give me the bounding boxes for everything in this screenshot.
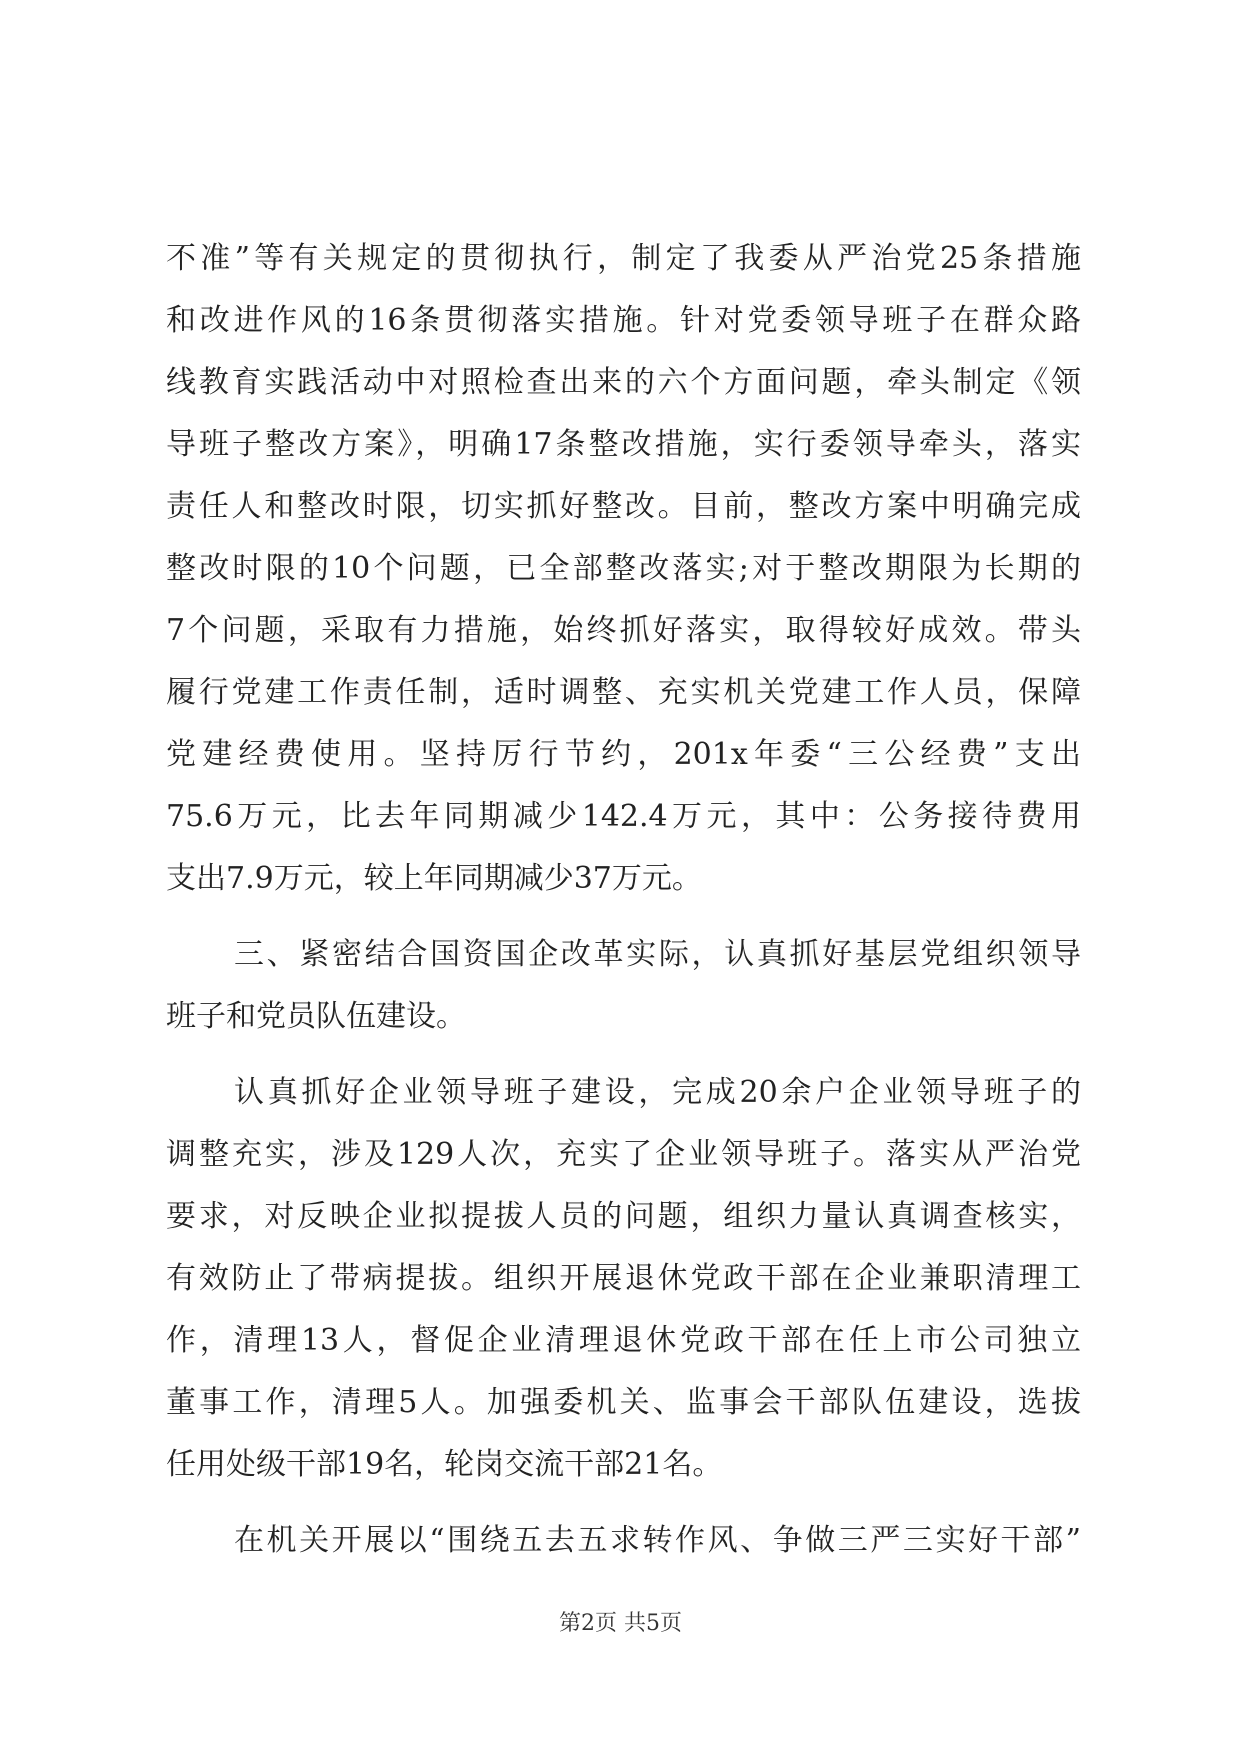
paragraph-line: 认真抓好企业领导班子建设，完成20余户企业领导班子的 [234, 1075, 1081, 1110]
paragraph-spacing [166, 910, 1081, 924]
paragraph-line: 党建经费使用。坚持厉行节约，201x年委“三公经费”支出 [166, 737, 1081, 772]
paragraph-line: 在机关开展以“围绕五去五求转作风、争做三严三实好干部” [234, 1523, 1081, 1558]
page-number-footer: 第2页 共5页 [559, 1611, 682, 1636]
paragraph-line: 和改进作风的16条贯彻落实措施。针对党委领导班子在群众路 [166, 303, 1081, 338]
paragraph-line: 7个问题，采取有力措施，始终抓好落实，取得较好成效。带头 [166, 613, 1081, 648]
paragraph-line: 导班子整改方案》，明确17条整改措施，实行委领导牵头，落实 [166, 427, 1081, 462]
paragraph-spacing [166, 1048, 1081, 1062]
section-heading-3 [166, 924, 1081, 1048]
document-body [166, 228, 1081, 1572]
paragraph-line: 75.6万元，比去年同期减少142.4万元，其中：公务接待费用 [166, 799, 1081, 834]
paragraph-line: 要求，对反映企业拟提拔人员的问题，组织力量认真调查核实， [166, 1199, 1081, 1234]
paragraph-1 [166, 228, 1081, 910]
heading-line: 班子和党员队伍建设。 [166, 999, 466, 1034]
paragraph-line: 支出7.9万元，较上年同期减少37万元。 [166, 861, 702, 896]
paragraph-line: 董事工作，清理5人。加强委机关、监事会干部队伍建设，选拔 [166, 1385, 1081, 1420]
heading-line: 三、紧密结合国资国企改革实际，认真抓好基层党组织领导 [234, 937, 1081, 972]
paragraph-3 [166, 1510, 1081, 1572]
paragraph-line: 任用处级干部19名，轮岗交流干部21名。 [166, 1447, 723, 1482]
paragraph-2 [166, 1062, 1081, 1496]
paragraph-line: 线教育实践活动中对照检查出来的六个方面问题，牵头制定《领 [166, 365, 1081, 400]
paragraph-line: 履行党建工作责任制，适时调整、充实机关党建工作人员，保障 [166, 675, 1081, 710]
paragraph-line: 不准”等有关规定的贯彻执行，制定了我委从严治党25条措施 [166, 241, 1081, 276]
paragraph-line: 整改时限的10个问题，已全部整改落实;对于整改期限为长期的 [166, 551, 1081, 586]
paragraph-line: 作，清理13人，督促企业清理退休党政干部在任上市公司独立 [166, 1323, 1081, 1358]
paragraph-line: 有效防止了带病提拔。组织开展退休党政干部在企业兼职清理工 [166, 1261, 1081, 1296]
paragraph-spacing [166, 1496, 1081, 1510]
paragraph-line: 责任人和整改时限，切实抓好整改。目前，整改方案中明确完成 [166, 489, 1081, 524]
paragraph-line: 调整充实，涉及129人次，充实了企业领导班子。落实从严治党 [166, 1137, 1081, 1172]
